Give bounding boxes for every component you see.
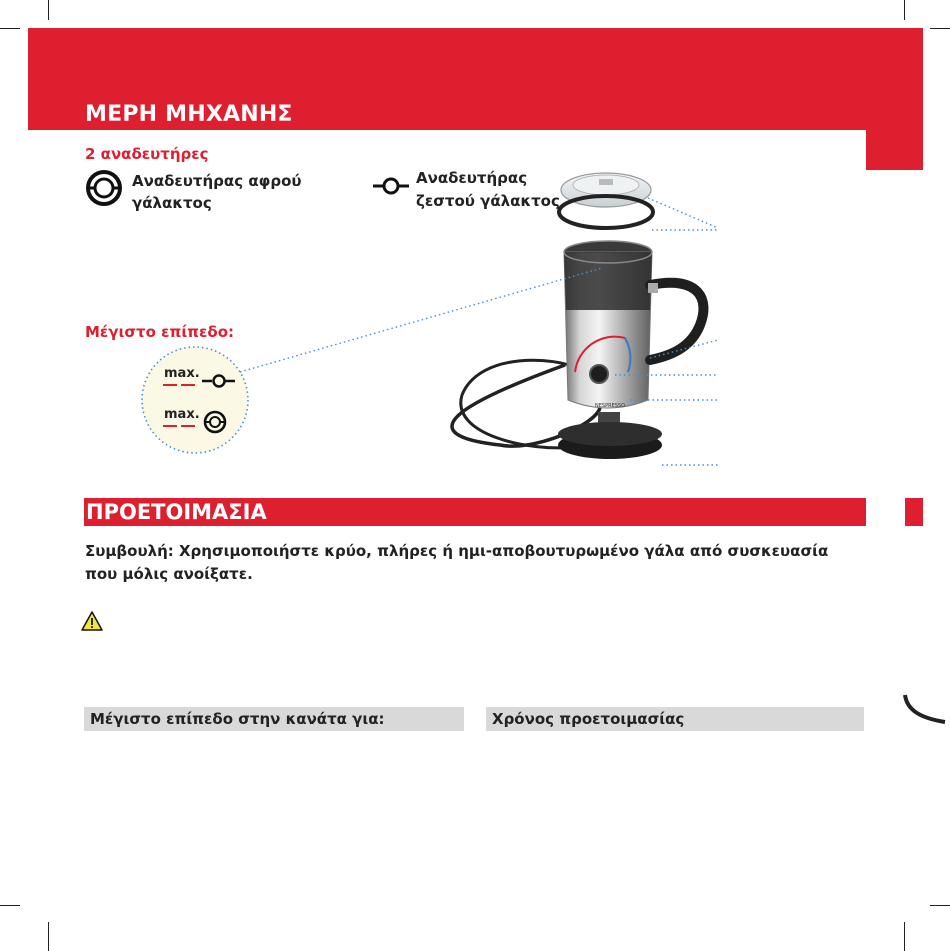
max-level-heading: Μέγιστο επίπεδο: bbox=[85, 323, 235, 341]
side-tab bbox=[866, 28, 923, 170]
froth-whisk-label-2: γάλακτος bbox=[132, 194, 212, 212]
froth-whisk-icon bbox=[84, 168, 124, 208]
brand-text: NESPRESSO bbox=[595, 403, 626, 409]
tip-line-1: Συμβουλή: Χρησιμοποιήστε κρύο, πλήρες ή ημι-αποβουτυρωμένο γάλα από συσκευασία bbox=[85, 542, 829, 560]
table-header-prep-time: Χρόνος προετοιμασίας bbox=[486, 707, 864, 731]
table-header-max-level: Μέγιστο επίπεδο στην κανάτα για: bbox=[84, 707, 464, 731]
tip-line-2: που μόλις ανοίξατε. bbox=[85, 565, 253, 583]
milk-frother-illustration bbox=[230, 160, 730, 490]
hot-milk-whisk-label-1: Αναδευτήρας bbox=[416, 169, 528, 187]
side-tab-2 bbox=[905, 498, 923, 526]
whisks-heading: 2 αναδευτήρες bbox=[85, 145, 209, 163]
preparation-title: ΠΡΟΕΤΟΙΜΑΣΙΑ bbox=[86, 500, 267, 524]
hot-milk-whisk-label-2: ζεστού γάλακτος bbox=[416, 192, 560, 210]
max-mark-froth: max. bbox=[164, 407, 200, 422]
decorative-curve bbox=[895, 690, 950, 730]
froth-whisk-icon-small bbox=[203, 410, 227, 434]
max-mark-hot: max. bbox=[164, 366, 200, 381]
warning-triangle-icon bbox=[81, 611, 103, 631]
froth-whisk-label-1: Αναδευτήρας αφρού bbox=[132, 172, 302, 190]
page-title: ΜΕΡΗ ΜΗΧΑΝΗΣ bbox=[85, 102, 293, 127]
